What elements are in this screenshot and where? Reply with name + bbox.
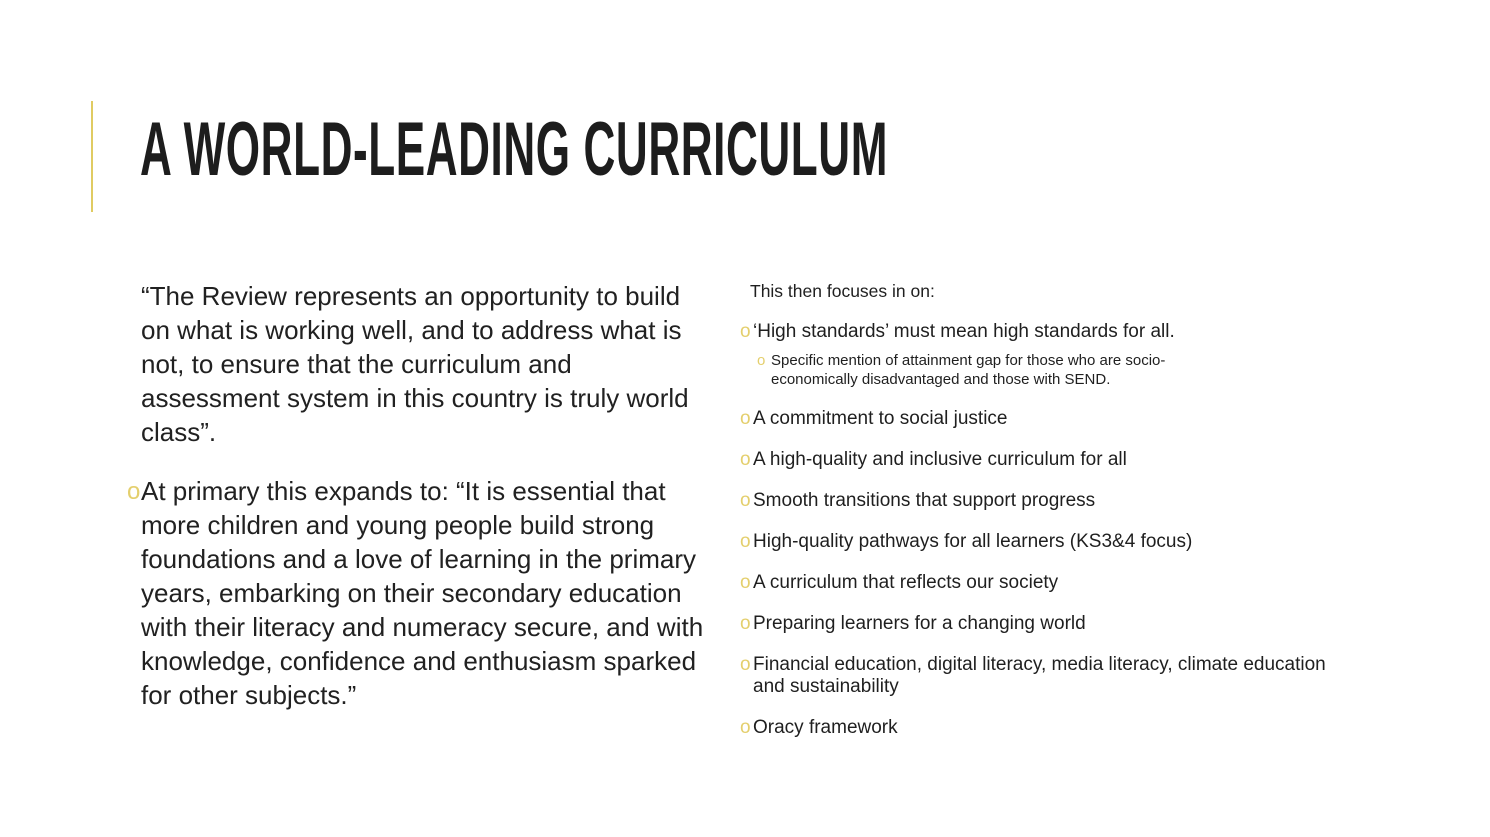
bullet-circle-icon: o	[740, 613, 751, 634]
list-item	[740, 572, 1340, 594]
bullet-text: Oracy framework	[753, 717, 898, 738]
list-item	[740, 321, 1340, 389]
title-accent-line	[91, 101, 93, 212]
bullet-text: A curriculum that reflects our society	[753, 572, 1059, 593]
bullet-circle-icon: o	[740, 717, 751, 738]
bullet-text: Preparing learners for a changing world	[753, 613, 1086, 634]
list-item	[740, 717, 1340, 739]
bullet-text: Financial education, digital literacy, media literacy, climate education and sustainability	[753, 654, 1326, 697]
bullet-circle-icon: o	[740, 490, 751, 511]
list-item	[740, 408, 1340, 430]
bullet-circle-icon: o	[740, 408, 751, 429]
bullet-text: A high-quality and inclusive curriculum for all	[753, 449, 1127, 470]
focus-intro-label: This then focuses in on:	[750, 281, 935, 301]
right-text-column	[740, 281, 1340, 758]
review-quote-paragraph: “The Review represents an opportunity to build on what is working well, and to address what is not, to ensure that the curriculum and assessment system in this country is truly world class”.	[141, 281, 689, 447]
focus-sub-list	[753, 351, 1340, 389]
bullet-text: Smooth transitions that support progress	[753, 490, 1096, 511]
bullet-circle-icon: o	[127, 478, 141, 505]
bullet-circle-icon: o	[740, 572, 751, 593]
bullet-circle-icon: o	[740, 531, 751, 552]
list-item	[740, 613, 1340, 635]
list-item	[740, 490, 1340, 512]
bullet-circle-icon: o	[740, 449, 751, 470]
sub-bullet-text: Specific mention of attainment gap for those who are socio-economically disadvantaged and those with SEND.	[771, 352, 1166, 388]
list-item	[740, 531, 1340, 553]
list-item	[740, 449, 1340, 471]
list-item	[740, 654, 1340, 698]
bullet-text: A commitment to social justice	[753, 408, 1008, 429]
focus-bullet-list	[740, 321, 1340, 739]
bullet-circle-icon: o	[740, 321, 751, 342]
bullet-circle-icon: o	[757, 352, 766, 369]
primary-expansion-text: At primary this expands to: “It is essential that more children and young people build strong foundations and a love of learning in the primary years, embarking on their secondary education with their literacy and numeracy secure, and with knowledge, confidence and enthusiasm sparked for other subjects.”	[141, 476, 704, 710]
bullet-text: High-quality pathways for all learners (KS3&4 focus)	[753, 531, 1193, 552]
sub-list-item	[753, 351, 1241, 389]
bullet-circle-icon: o	[740, 654, 751, 675]
page-title: A WORLD-LEADING CURRICULUM	[140, 107, 889, 192]
primary-expansion-paragraph	[127, 474, 709, 712]
left-text-column	[127, 279, 709, 712]
bullet-text: ‘High standards’ must mean high standards for all.	[753, 321, 1175, 342]
